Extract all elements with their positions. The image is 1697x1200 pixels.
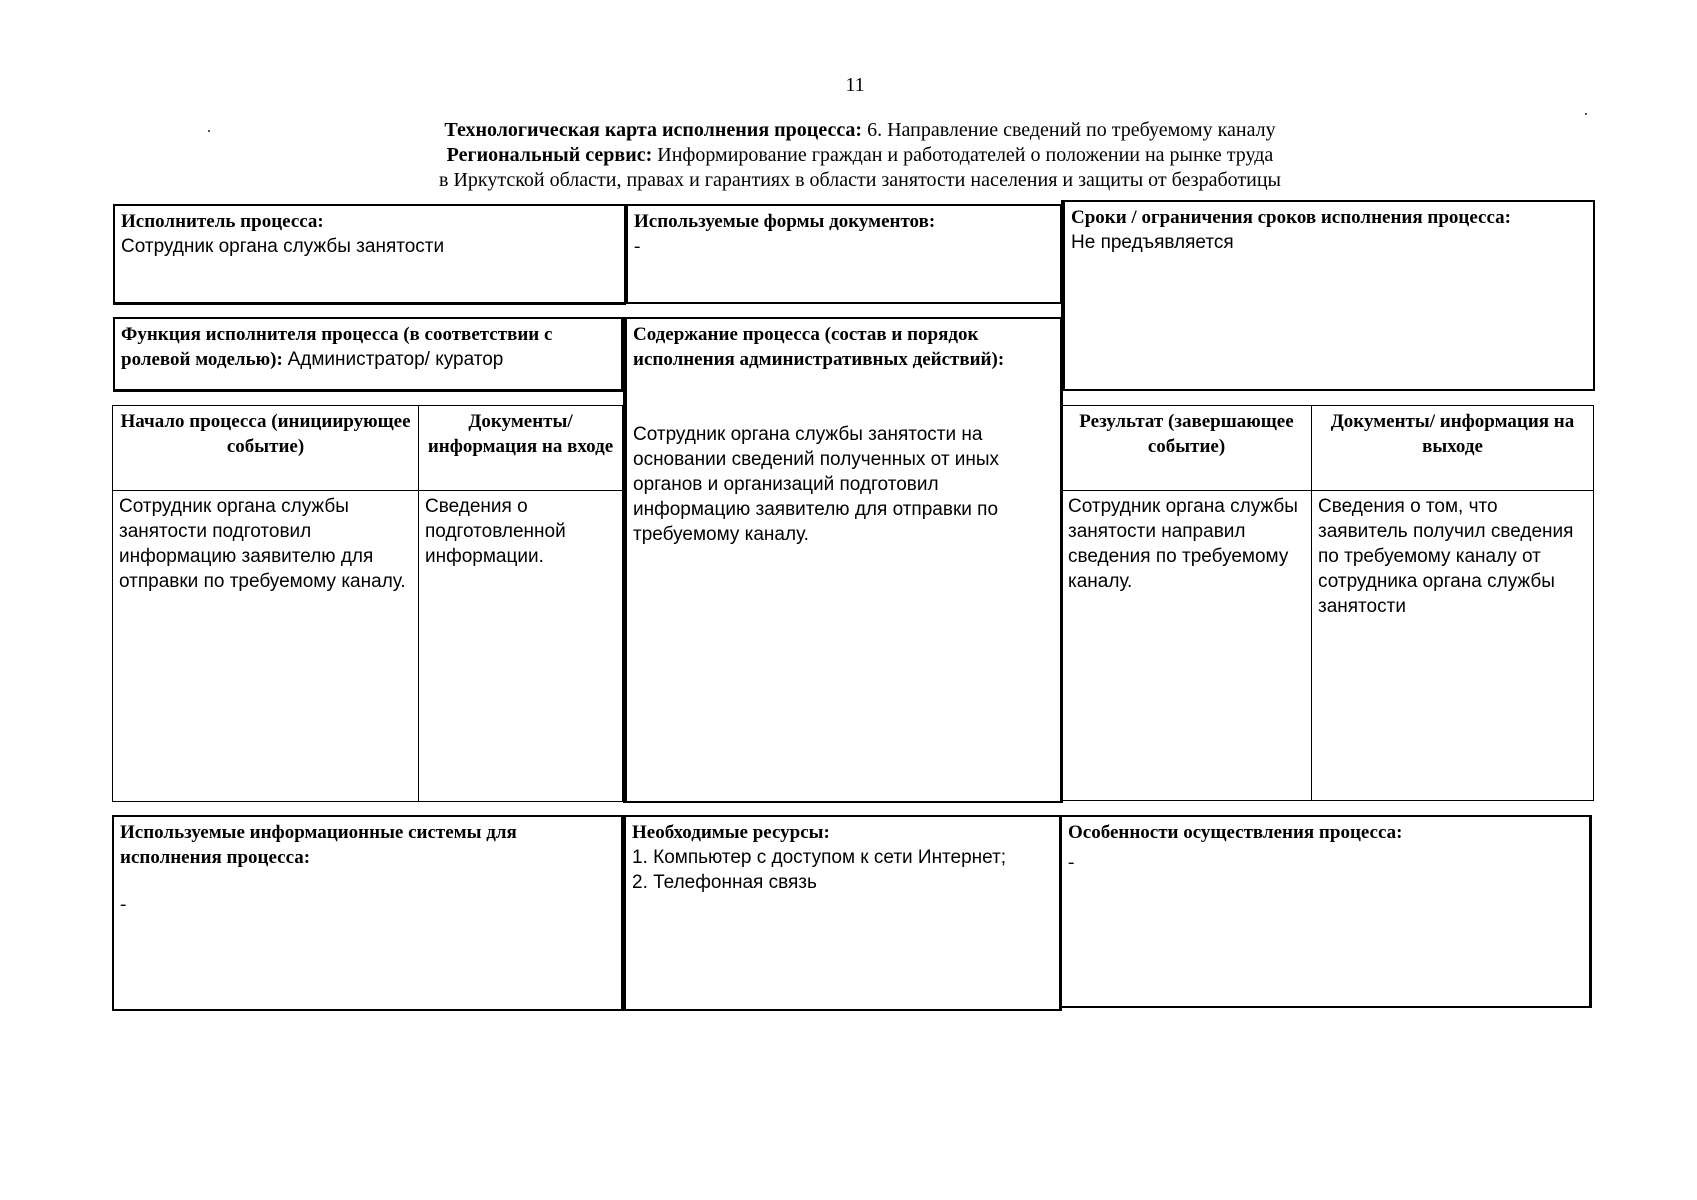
features-label: Особенности осуществления процесса: <box>1068 822 1403 843</box>
regional-service-label: Региональный сервис: <box>446 144 653 166</box>
process-map-value: 6. Направление сведений по требуемому каналу <box>867 119 1276 141</box>
forms-label: Используемые формы документов: <box>634 211 936 232</box>
executor-box <box>113 204 626 305</box>
process-start-table <box>112 405 623 802</box>
regional-service-value: Информирование граждан и работодателей о положении на рынке труда <box>657 144 1274 166</box>
result-event-cell: Сотрудник органа службы занятости направил сведения по требуемому каналу. <box>1062 491 1312 801</box>
process-map-label: Технологическая карта исполнения процесса: <box>444 119 863 141</box>
start-event-cell: Сотрудник органа службы занятости подготовил информацию заявителю для отправки по требуемому каналу. <box>113 491 419 802</box>
forms-value: - <box>634 236 641 257</box>
features-box <box>1060 815 1592 1008</box>
forms-box <box>624 204 1062 304</box>
page-number: 11 <box>845 74 865 96</box>
info-systems-label: Используемые информационные системы для исполнения процесса: <box>120 822 517 868</box>
resources-item-2: 2. Телефонная связь <box>632 872 817 893</box>
function-label: Функция исполнителя процесса (в соответствии с ролевой моделью): <box>121 324 553 370</box>
output-docs-cell: Сведения о том, что заявитель получил сведения по требуемому каналу от сотрудника органа службы занятости <box>1312 491 1594 801</box>
process-content-value: Сотрудник органа службы занятости на основании сведений полученных от иных органов и организаций подготовил информацию заявителю для отправки по требуемому каналу. <box>633 424 1000 545</box>
function-value: Администратор/ куратор <box>287 349 504 370</box>
deadlines-box <box>1061 200 1595 391</box>
executor-value: Сотрудник органа службы занятости <box>121 236 445 257</box>
function-box <box>113 317 623 392</box>
scan-speck <box>208 130 210 132</box>
input-docs-header: Документы/ информация на входе <box>419 406 623 491</box>
resources-item-1: 1. Компьютер с доступом к сети Интернет; <box>632 847 1007 868</box>
process-content-box <box>623 317 1063 803</box>
deadlines-label: Сроки / ограничения сроков исполнения процесса: <box>1071 207 1511 228</box>
output-docs-header: Документы/ информация на выходе <box>1312 406 1594 491</box>
executor-label: Исполнитель процесса: <box>121 211 324 232</box>
header-line-1 <box>350 118 1370 143</box>
info-systems-box <box>112 815 623 1011</box>
start-event-header: Начало процесса (инициирующее событие) <box>113 406 419 491</box>
deadlines-value: Не предъявляется <box>1071 232 1234 253</box>
scan-speck <box>1585 113 1587 115</box>
resources-box <box>622 815 1062 1011</box>
input-docs-cell: Сведения о подготовленной информации. <box>419 491 623 802</box>
process-content-label: Содержание процесса (состав и порядок исполнения административных действий): <box>633 324 1005 370</box>
info-systems-value: - <box>120 894 127 915</box>
header-line-2 <box>350 143 1370 168</box>
resources-label: Необходимые ресурсы: <box>632 822 830 843</box>
header-line-3: в Иркутской области, правах и гарантиях в области занятости населения и защиты от безработицы <box>439 169 1281 191</box>
features-value: - <box>1068 852 1075 873</box>
document-header <box>350 118 1370 193</box>
result-event-header: Результат (завершающее событие) <box>1062 406 1312 491</box>
process-result-table <box>1061 405 1594 801</box>
